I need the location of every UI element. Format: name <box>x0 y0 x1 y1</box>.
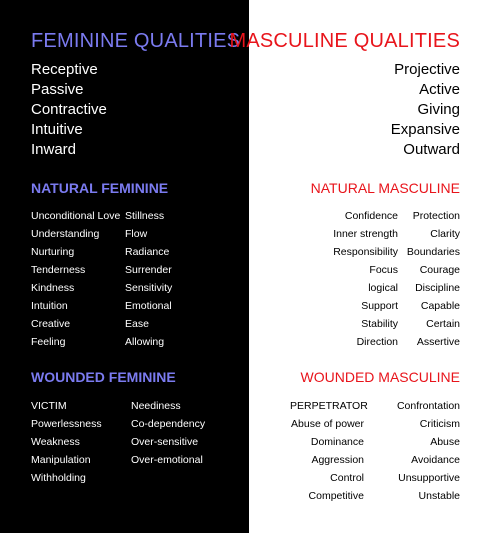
list-item: Unsupportive <box>398 472 460 484</box>
list-item: logical <box>368 282 398 294</box>
masculine-quality: Expansive <box>390 121 460 138</box>
list-item: Confidence <box>344 210 398 222</box>
list-item: Unconditional Love <box>31 210 121 222</box>
list-item: Protection <box>412 210 460 222</box>
list-item: Focus <box>369 264 398 276</box>
list-item: Neediness <box>131 400 181 412</box>
list-item: Courage <box>419 264 460 276</box>
feminine-quality: Contractive <box>31 101 107 118</box>
list-item: Powerlessness <box>31 418 102 430</box>
list-item: Direction <box>356 336 398 348</box>
list-item: Certain <box>426 318 460 330</box>
masculine-quality: Giving <box>417 101 460 118</box>
feminine-qualities-list <box>31 60 107 160</box>
natural-masculine-col1 <box>333 207 398 351</box>
masculine-quality: Outward <box>403 141 460 158</box>
wounded-feminine-heading: WOUNDED FEMININE <box>31 369 176 385</box>
feminine-quality: Inward <box>31 141 77 158</box>
feminine-quality: Receptive <box>31 61 98 78</box>
list-item: Over-emotional <box>131 454 203 466</box>
wounded-masculine-col1-left <box>290 397 368 415</box>
natural-feminine-col1 <box>31 207 120 351</box>
wounded-masculine-col2 <box>397 397 460 505</box>
list-item: Dominance <box>310 436 364 448</box>
list-item: Unstable <box>418 490 460 502</box>
list-item: Competitive <box>308 490 364 502</box>
list-item: Discipline <box>415 282 460 294</box>
list-item: Weakness <box>31 436 80 448</box>
list-item: Control <box>330 472 364 484</box>
natural-feminine-heading: NATURAL FEMININE <box>31 180 169 196</box>
list-item: Radiance <box>125 246 170 258</box>
masculine-quality: Projective <box>394 61 460 78</box>
list-item: Abuse <box>430 436 460 448</box>
list-item: PERPETRATOR <box>290 400 368 412</box>
masculine-title: MASCULINE QUALITIES <box>229 30 460 52</box>
list-item: Emotional <box>125 300 172 312</box>
list-item: VICTIM <box>31 400 67 412</box>
list-item: Flow <box>125 228 148 240</box>
list-item: Aggression <box>311 454 364 466</box>
list-item: Inner strength <box>333 228 398 240</box>
feminine-quality: Intuitive <box>31 121 83 138</box>
list-item: Capable <box>420 300 460 312</box>
wounded-masculine-col1 <box>291 415 364 505</box>
list-item: Support <box>361 300 398 312</box>
feminine-title: FEMININE QUALITIES <box>31 30 241 52</box>
wounded-feminine-col2 <box>131 397 205 469</box>
list-item: Intuition <box>31 300 68 312</box>
list-item: Over-sensitive <box>131 436 199 448</box>
list-item: Kindness <box>31 282 75 294</box>
list-item: Co-dependency <box>131 418 206 430</box>
list-item: Withholding <box>31 472 86 484</box>
list-item: Boundaries <box>406 246 460 258</box>
masculine-panel <box>229 0 482 533</box>
list-item: Assertive <box>416 336 460 348</box>
list-item: Manipulation <box>31 454 91 466</box>
masculine-qualities-list <box>391 60 460 160</box>
natural-masculine-col2 <box>407 207 460 351</box>
list-item: Allowing <box>125 336 165 348</box>
list-item: Stability <box>361 318 398 330</box>
list-item: Stillness <box>125 210 165 222</box>
list-item: Confrontation <box>396 400 460 412</box>
list-item: Surrender <box>125 264 172 276</box>
list-item: Tenderness <box>31 264 86 276</box>
wounded-masculine-heading: WOUNDED MASCULINE <box>300 369 460 385</box>
list-item: Ease <box>125 318 149 330</box>
list-item: Abuse of power <box>291 418 364 430</box>
list-item: Nurturing <box>31 246 75 258</box>
list-item: Avoidance <box>411 454 460 466</box>
list-item: Responsibility <box>333 246 398 258</box>
list-item: Feeling <box>31 336 66 348</box>
natural-feminine-col2 <box>125 207 172 351</box>
list-item: Sensitivity <box>125 282 173 294</box>
masculine-quality: Active <box>419 81 460 98</box>
list-item: Creative <box>31 318 71 330</box>
feminine-quality: Passive <box>31 81 84 98</box>
list-item: Clarity <box>430 228 460 240</box>
natural-masculine-heading: NATURAL MASCULINE <box>310 180 460 196</box>
list-item: Criticism <box>419 418 460 430</box>
wounded-feminine-col1 <box>31 397 102 487</box>
list-item: Understanding <box>31 228 100 240</box>
